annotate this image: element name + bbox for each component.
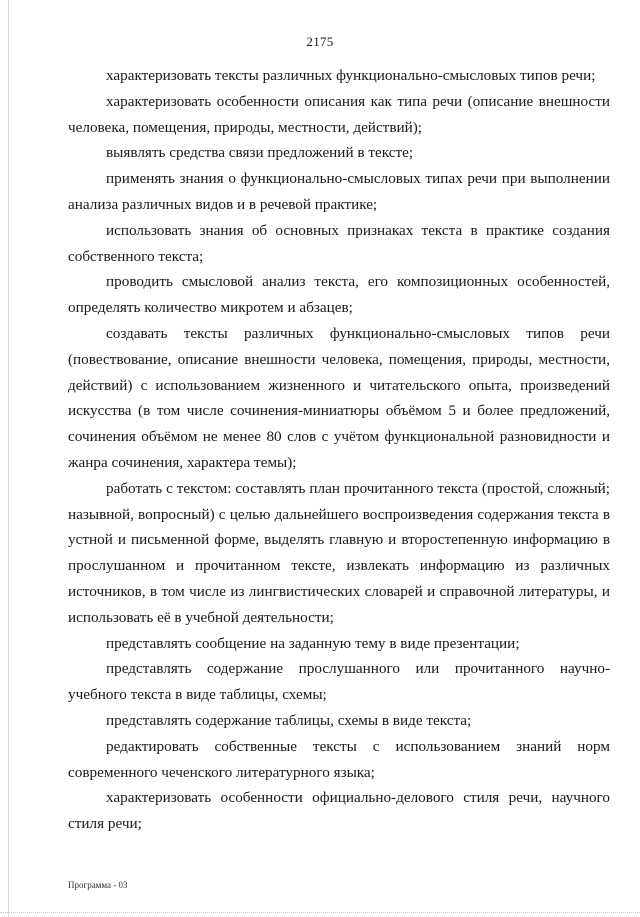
paragraph: представлять содержание прослушанного или прочитанного научно-учебного текста в виде таблицы, схемы; [68,660,610,704]
paragraph: представлять содержание таблицы, схемы в виде текста; [106,711,472,729]
paragraph: редактировать собственные тексты с использованием знаний норм современного чеченского литературного языка; [68,737,610,781]
paragraph: характеризовать особенности официально-делового стиля речи, научного стиля речи; [68,789,610,833]
scan-left-edge [8,0,9,917]
paragraph: использовать знания об основных признаках текста в практике создания собственного текста; [68,221,610,265]
paragraph: проводить смысловой анализ текста, его композиционных особенностей, определять количество микротем и абзацев; [68,273,610,317]
document-body [68,63,610,837]
paragraph: применять знания о функционально-смысловых типах речи при выполнении анализа различных видов и в речевой практике; [68,170,610,213]
footer-label: Программа - 03 [68,880,128,890]
paragraph: представлять сообщение на заданную тему в виде презентации; [106,634,520,652]
page-number: 2175 [306,34,334,49]
paragraph: характеризовать особенности описания как типа речи (описание внешности человека, помещения, природы, местности, действий); [68,92,610,136]
scan-bottom-edge [0,911,640,913]
paragraph: характеризовать тексты различных функционально-смысловых типов речи; [106,67,596,84]
paragraph: создавать тексты различных функционально-смысловых типов речи (повествование, описание внешности человека, помещения, природы, местности, действий) с использованием жизненного и читательского опыта, произведений искусства (в том числе сочинения-миниатюры объёмом 5 и более предложений, сочинения объёмом не менее 80 слов с учётом функциональной разновидности и жанра сочинения, характера темы); [68,324,610,471]
paragraph: работать с текстом: составлять план прочитанного текста (простой, сложный; назывной, вопросный) с целью дальнейшего воспроизведения содержания текста в устной и письменной форме, выделять главную и второстепенную информацию в прослушанном и прочитанном тексте, извлекать информацию из различных источников, в том числе из лингвистических словарей и справочной литературы, и использовать её в учебной деятельности; [68,479,610,626]
paragraph: выявлять средства связи предложений в тексте; [106,144,414,162]
